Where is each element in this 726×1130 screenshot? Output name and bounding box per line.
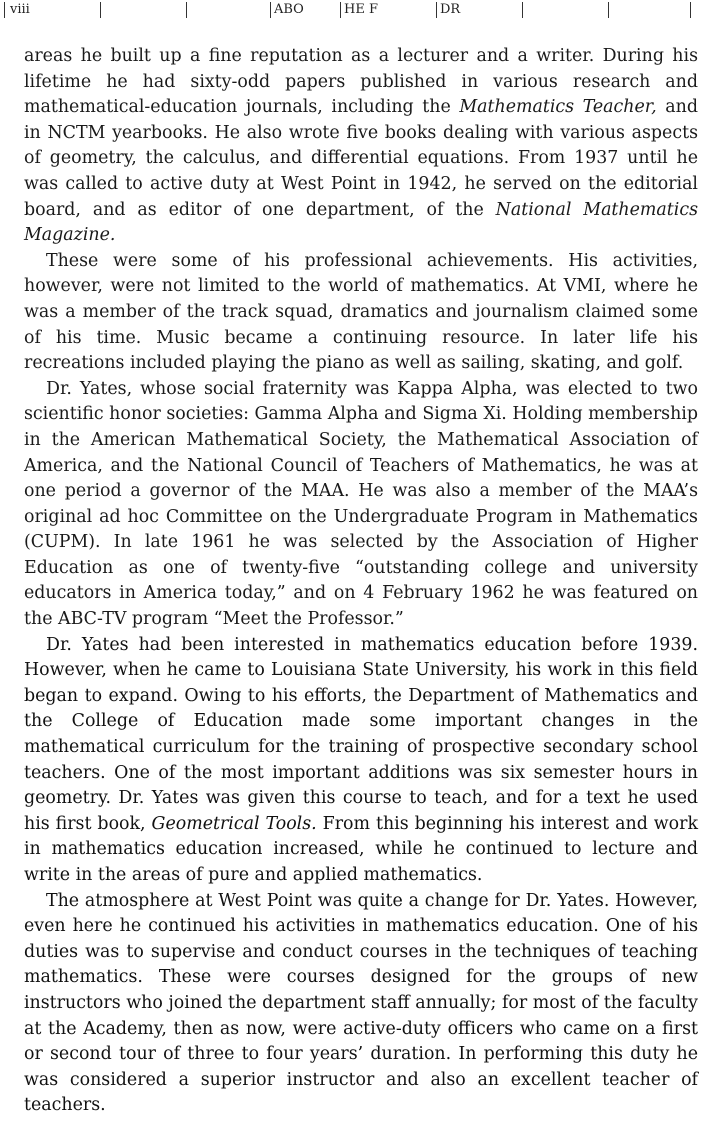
text-run: and in NCTM yearbooks. He also wrote five books dealing with various aspects of geometry, the calculus, and differential equations. From 1937 until he was called to active duty at West Point in 1942, he served on the editorial board, and as editor of one department, of the [24,97,699,220]
text-run: These were some of his professional achievements. His activities, however, were not limited to the world of mathematics. At VMI, where he was a member of the track squad, dramatics and journalism claimed some of his time. Music became a continuing resource. In later life his recreations included playing the piano as well as sailing, skating, and golf. [24,250,698,374]
page-number: viii [10,2,30,17]
paragraph [24,633,698,889]
text-run: areas he built up a fine reputation as a lecturer and a writer. During his lifetime he had sixty-odd papers published in various research and mathematical-education journals, including the [24,46,698,118]
text-run: The atmosphere at West Point was quite a change for Dr. Yates. However, even here he continued his activities in mathematics education. One of his duties was to supervise and conduct courses in the techniques of teaching mathematics. These were courses designed for the groups of new instructors who joined the department staff annually; for most of the faculty at the Academy, then as now, were active-duty officers who came on a first or second tour of three to four years’ duration. In performing this duty he was considered a superior instructor and also an excellent teacher of teachers. [24,890,698,1116]
text-run: Dr. Yates had been interested in mathematics education before 1939. However, when he came to Louisiana State University, his work in this field began to expand. Owing to his efforts, the Department of Mathematics and the College of Education made some important changes in the mathematical curriculum for the training of prospective secondary school teachers. One of the most important additions was six semester hours in geometry. Dr. Yates was given this course to teach, and for a text he used his first book, [24,634,698,834]
header-rule [436,2,437,18]
italic-title: Geometrical Tools. [151,813,317,834]
paragraph [24,889,698,1119]
header-rule [340,2,341,18]
header-rule [186,2,187,18]
paragraph [24,249,698,377]
running-header [0,0,726,26]
header-fragment: DR [440,2,461,17]
header-rule [608,2,609,18]
paragraph [24,377,698,633]
text-run: Dr. Yates, whose social fraternity was Kappa Alpha, was elected to two scientific honor societies: Gamma Alpha and Sigma Xi. Holding membership in the American Mathematical Society, the Mathematical Association of America, and the National Council of Teachers of Mathematics, he was at one period a governor of the MAA. He was also a member of the MAA’s original ad hoc Committee on the Undergraduate Program in Mathematics (CUPM). In late 1961 he was selected by the Association of Higher Education as one of twenty-five “outstanding college and university educators in America today,” and on 4 February 1962 he was featured on the ABC-TV program “Meet the Professor.” [24,378,698,630]
italic-title: Mathematics Teacher, [459,97,657,118]
header-rule [270,2,271,18]
header-rule [690,2,691,18]
header-fragment: ABO [274,2,304,17]
italic-title: National Mathematics Magazine. [24,199,698,246]
header-rule [522,2,523,18]
text-run: From this beginning his interest and work in mathematics education increased, while he continued to lecture and write in the areas of pure and applied mathematics. [24,813,699,885]
header-rule [4,2,5,18]
paragraph [24,44,698,249]
page-body [24,44,698,1119]
header-fragment: HE F [344,2,378,17]
header-rule [100,2,101,18]
